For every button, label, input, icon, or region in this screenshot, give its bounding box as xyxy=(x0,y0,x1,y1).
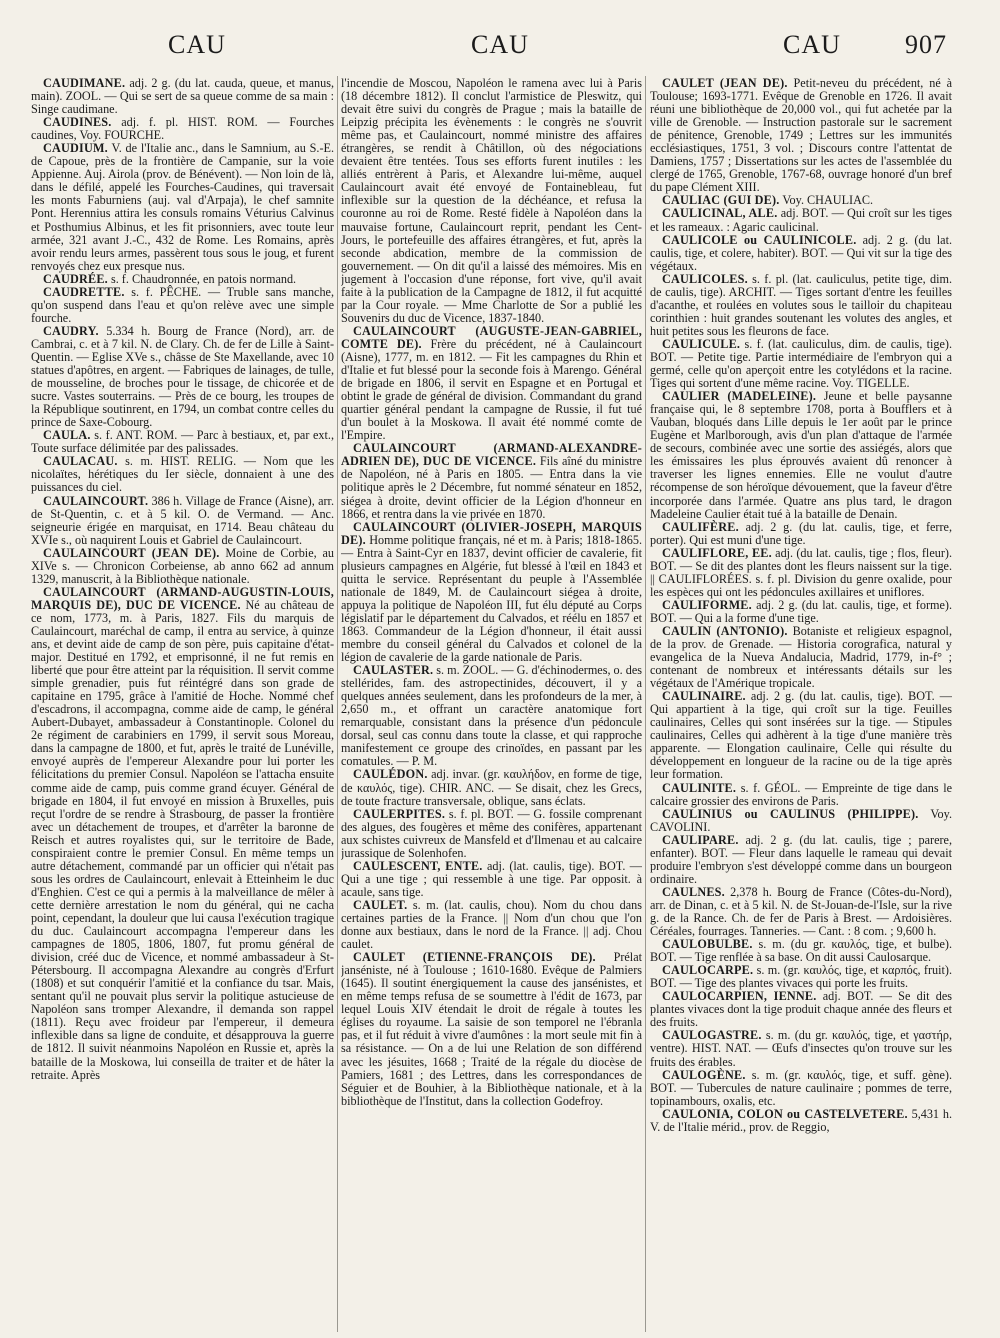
dictionary-entry xyxy=(31,116,334,142)
dictionary-entry xyxy=(341,808,642,860)
entry-headword: CAULAINCOURT. xyxy=(43,493,149,508)
entry-text: s. m. ZOOL. — G. d'échinodermes, o. des stellérides, fam. des astropectinides, découvert, il y a quelques années seulement, dans les profondeurs de la mer, à 2,650 m., et offrant un caractère anatomique fort remarquable, consistant dans la présence d'un pédoncule dorsal, seul cas connu dans toute la classe, et qui rapproche manifestement ce groupe des crinoïdes, en passant par les comatules. — P. M. xyxy=(341,663,642,769)
entry-headword: CAULONIA, COLON ou CASTELVETERE. xyxy=(662,1106,908,1121)
entry-text: Prélat janséniste, né à Toulouse ; 1610-1680. Evêque de Palmiers (1645). Il soutint énergiquement la cause des jansénistes, et en même temps refusa de se soumettre à l'édit de 1673, par lequel Louis XIV étendait le droit de régale à toutes les églises du royaume. La saisie de son temporel ne l'ébranla pas, et il fut réduit à vivre d'aumônes : la mort seule mit fin à sa résistance. — On a de lui une Relation de son différend avec les jésuites, 1668 ; Traité de la régale du diocèse de Pamiers, 1681 ; des Lettres, dans les correspondances de Séguier et de Bouhier, à la Bibliothèque nationale, et à la bibliothèque de l'Institut, dans la collection Godefroy. xyxy=(341,950,642,1108)
dictionary-entry xyxy=(341,325,642,442)
dictionary-entry xyxy=(650,1029,952,1068)
entry-text: adj. 2 g. (du lat. cauda, queue, et manus, main). ZOOL. — Qui se sert de sa queue comme de sa main : Singe caudimane. xyxy=(31,77,334,117)
dictionary-entry xyxy=(650,886,952,938)
entry-headword: CAULA. xyxy=(43,428,91,443)
dictionary-entry xyxy=(650,690,952,781)
entry-text: Né au château de ce nom, 1773, m. à Paris, 1827. Fils du marquis de Caulaincourt, maréchal de camp, il entra au service, à quinze ans, et devint aide de camp de son père, puis capitaine d'état-major. Destitué en 1792, et emprisonné, il ne fut remis en liberté que pour être atteint par la réquisition. Il servit comme simple grenadier, puis fut réintégré dans son grade de capitaine en 1795, grâce à l'amitié de Hoche. Nommé chef d'escadrons, il accompagna, comme aide de camp, le général Aubert-Dubayet, ambassadeur à Constantinople. Colonel du 2e régiment de carabiniers en 1799, il servit sous Moreau, dans la campagne de 1800, et fut, après le traité de Lunéville, envoyé auprès de l'empereur Alexandre pour lui porter les félicitations du premier Consul. Napoléon se l'attacha ensuite comme aide de camp, puis comme grand écuyer. Général de brigade en 1804, il fut envoyé en mission à Bruxelles, puis reçut l'ordre de se rendre à Strasbourg, de passer la frontière avec un détachement de troupes, et d'arrêter la baronne de Reisch et autres royalistes qui, sur le territoire de Bade, conspiraient contre le premier Consul. En même temps un autre détachement, commandé par un officier qui n'était pas sous les ordres de Caulaincourt, enlevait à Etteinheim le duc d'Enghien. C'est ce qui a permis à la malveillance de mêler à cette dernière arrestation le nom du général, qui ne cacha point, cependant, la douleur que lui causa l'exécution tragique du duc. Caulaincourt accompagna l'empereur dans les campagnes de 1805, 1806, 1807, fut promu général de division, créé duc de Vicence, et nommé ambassadeur à St-Pétersbourg. Il accompagna Alexandre au congrès d'Erfurt (1808) et sut conquérir l'amitié et la confiance du tsar. Mais, sentant qu'il ne pouvait plus servir la politique astucieuse de Napoléon sans tromper Alexandre, il demanda son rappel (1811). Reçu avec froideur par l'empereur, il demeura inflexible dans sa ligne de conduite, et désapprouva la guerre de 1812. Il suivit néanmoins Napoléon en Russie et, après la bataille de la Moskowa, lui conseilla de traiter et de hâter la retraite. Après xyxy=(31,597,334,1082)
dictionary-entry xyxy=(341,664,642,768)
entry-headword: CAULERPITES. xyxy=(353,806,446,821)
dictionary-entry xyxy=(31,547,334,586)
entry-headword: CAULET (ETIENNE-FRANÇOIS DE). xyxy=(353,950,596,965)
dictionary-entry xyxy=(31,325,334,429)
entry-headword: CAULOCARPE. xyxy=(662,963,754,978)
entry-headword: CAUDRY. xyxy=(43,323,99,338)
entry-headword: CAULAINCOURT (ARMAND-AUGUSTIN-LOUIS, MARQUIS DE), DUC DE VICENCE. xyxy=(31,584,334,612)
entry-text: adj. 2 g. (du lat. caulis, tige, et forme). BOT. — Qui a la forme d'une tige. xyxy=(650,597,952,625)
entry-text: adj. invar. (gr. καυλήδον, en forme de tige, de καυλός, tige). CHIR. ANC. — Se disait, chez les Grecs, de toute fracture transversale, oblique, sans éclats. xyxy=(341,767,642,808)
entry-text: s. m. HIST. RELIG. — Nom que les nicolaïtes, hérétiques du Ier siècle, donnaient à une des puissances du ciel. xyxy=(31,454,334,495)
entry-text: Petit-neveu du précédent, né à Toulouse; 1693-1771. Evêque de Grenoble en 1726. Il avait réuni une bibliothèque de 20,000 vol., qui fut achetée par la ville de Grenoble. — Instruction pastorale sur le sacrement de pénitence, Grenoble, 1749 ; Lettres sur les immunités ecclésiastiques, 1751, 3 vol. ; Discours contre l'attentat de Damiens, 1757 ; Dissertations sur les actes de l'assemblée du clergé de 1765, Grenoble, 1767-68, ouvrage honoré d'un bref du pape Clément XIII. xyxy=(650,77,952,195)
entry-text: Botaniste et religieux espagnol, de la prov. de Grenade. — Historia corografica, natural y evangelica de la Nueva Andalucia, Madrid, 1779, in-f° ; contenant de nombreux et intéressants détails sur les végétaux de l'Amérique tropicale. xyxy=(650,623,952,691)
column-middle xyxy=(341,77,642,1333)
entry-text: adj. (du lat. caulis, tige ; flos, fleur). BOT. — Se dit des plantes dont les fleurs naissent sur la tige. || CAULIFLORÉES. s. f. pl. Division du genre oxalide, pour les espèces qui ont les pédoncules axillaires et uniflores. xyxy=(650,545,952,599)
dictionary-entry xyxy=(650,834,952,886)
entry-headword: CAUDRETTE. xyxy=(43,284,125,299)
column-left xyxy=(31,77,334,1333)
dictionary-entry xyxy=(650,808,952,834)
dictionary-entry xyxy=(650,990,952,1029)
entry-text: adj. 2 g. (du lat. caulis, tige). BOT. — Qui appartient à la tige, qui croît sur la tige. Feuilles caulinaires, Celles qui sont insérées sur la tige. — Stipules caulinaires, Celles qui adhèrent à la tige d'une manière très apparente. — Elongation caulinaire, Celle qui résulte du développement en longueur de la racine ou de la tige après leur formation. xyxy=(650,689,952,782)
entry-text: s. f. ANT. ROM. — Parc à bestiaux, et, par ext., Toute surface délimitée par des palissades. xyxy=(31,428,334,456)
dictionary-entry xyxy=(650,521,952,547)
dictionary-entry xyxy=(650,625,952,690)
entry-text: 5,431 h. V. de l'Italie mérid., prov. de Reggio, xyxy=(650,1106,952,1134)
entry-headword: CAULACAU. xyxy=(43,454,118,469)
entry-text: s. m. (du gr. καυλός, tige, et bulbe). BOT. — Tige renflée à sa base. On dit aussi Caulosarque. xyxy=(650,937,952,965)
entry-headword: CAULAINCOURT (JEAN DE). xyxy=(43,545,220,560)
entry-text: s. m. (lat. caulis, chou). Nom du chou dans certaines parties de la France. || Nom d'un chou que l'on donne aux bestiaux, dans le nord de la France. || adj. Chou caulet. xyxy=(341,897,642,952)
entry-headword: CAULIN (ANTONIO). xyxy=(662,623,788,638)
entry-headword: CAULICULE. xyxy=(662,336,741,351)
entry-text: s. f. pl. BOT. — G. fossile comprenant des algues, des fougères et même des conifères, appartenant aux schistes cuivreux de Mansfeld et d'Ilmenau et au calcaire jurassique de Solenhofen. xyxy=(341,806,642,860)
entry-text: adj. f. pl. HIST. ROM. — Fourches caudines, Voy. FOURCHE. xyxy=(31,115,334,143)
dictionary-entry xyxy=(31,77,334,116)
dictionary-entry xyxy=(341,77,642,325)
entry-headword: CAULAINCOURT (OLIVIER-JOSEPH, MARQUIS DE). xyxy=(341,519,642,547)
entry-headword: CAULET (JEAN DE). xyxy=(662,77,788,90)
dictionary-entry xyxy=(650,338,952,390)
entry-text: Voy. CAVOLINI. xyxy=(650,806,952,834)
dictionary-entry xyxy=(31,286,334,325)
entry-headword: CAULOCARPIEN, IENNE. xyxy=(662,989,817,1004)
entry-text: s. m. (gr. καυλός, tige, et καρπός, fruit). BOT. — Tige des plantes vivaces qui porte les fruits. xyxy=(650,963,952,991)
entry-text: 2,378 h. Bourg de France (Côtes-du-Nord), arr. de Dinan, c. et à 5 kil. N. de St-Jouan-de-l'Isle, sur la rive g. de la Rance. Ch. de fer de Paris à Brest. — Ardoisières. Céréales, fourrages. Tanneries. — Cant. : 8 com. ; 9,600 h. xyxy=(650,884,952,939)
entry-headword: CAULIFLORE, EE. xyxy=(662,545,772,560)
entry-headword: CAUDRÉE. xyxy=(43,271,108,286)
entry-headword: CAULNES. xyxy=(662,884,725,899)
entry-headword: CAULINITE. xyxy=(662,780,737,795)
entry-headword: CAUDIMANE. xyxy=(43,77,126,90)
entry-text: s. f. Chaudronnée, en patois normand. xyxy=(110,271,297,286)
entry-text: 386 h. Village de France (Aisne), arr. de St-Quentin, c. et à 5 kil. O. de Vermand. — Anc. seigneurie érigée en marquisat, en 1714. Beau château du XVIe s., où naquirent Louis et Gabriel de Caulaincourt. xyxy=(31,493,334,547)
header-left: CAU xyxy=(168,30,226,59)
entry-text: Moine de Corbie, au XIVe s. — Chronicon Corbeiense, ab anno 662 ad annum 1329, manuscrit, à la Bibliothèque nationale. xyxy=(31,545,334,586)
entry-headword: CAUDINES. xyxy=(43,115,112,130)
entry-text: 5.334 h. Bourg de France (Nord), arr. de Cambrai, c. et à 7 kil. N. de Clary. Ch. de fer de Lille à Saint-Quentin. — Eglise XVe s., châsse de Ste Maxellande, avec 10 statues d'apôtres, en argent. — Fabriques de lainages, de tulle, de mousseline, de broches pour le tissage, de chicorée et de sucre. Vastes souterrains. — Près de ce bourg, les troupes de la République soutinrent, en 1794, un combat contre celles du prince de Saxe-Cobourg. xyxy=(31,323,334,430)
entry-text: Voy. CHAULIAC. xyxy=(782,193,874,208)
header-center: CAU xyxy=(471,30,529,59)
dictionary-entry xyxy=(650,547,952,599)
entry-text: adj. 2 g. (du lat. caulis, tige, et ferre, porter). Qui est muni d'une tige. xyxy=(650,519,952,547)
column-right xyxy=(650,77,952,1333)
entry-headword: CAULAINCOURT (AUGUSTE-JEAN-GABRIEL, COMTE DE). xyxy=(341,323,642,351)
dictionary-entry xyxy=(341,442,642,520)
header-right: CAU xyxy=(783,30,841,59)
entry-headword: CAULINAIRE. xyxy=(662,689,746,704)
dictionary-entry xyxy=(31,586,334,1082)
entry-headword: CAULIAC (GUI DE). xyxy=(662,193,780,208)
dictionary-entry xyxy=(31,429,334,455)
dictionary-entry xyxy=(341,521,642,665)
entry-text: adj. BOT. — Se dit des plantes vivaces dont la tige produit chaque année des fleurs et des fruits. xyxy=(650,989,952,1030)
entry-headword: CAULICOLE ou CAULINICOLE. xyxy=(662,232,857,247)
entry-text: V. de l'Italie anc., dans le Samnium, au S.-E. de Capoue, près de la frontière de Campanie, sur la voie Appienne. Auj. Airola (prov. de Bénévent). — Non loin de là, dans le défilé, appelé les Fourches-Caudines, qui traversait les monts Faburniens (auj. val d'Arpaja), le chef samnite Pont. Herennius attira les consuls romains Véturius Calvinus et Posthumius Albinus, et les fit prisonniers, avec toute leur armée, 321 avant J.-C., 432 de Rome. Les Romains, après avoir rendu leurs armes, passèrent tous sous le joug, et furent renvoyés chez eux presque nus. xyxy=(31,141,334,273)
running-header xyxy=(0,30,1000,74)
dictionary-entry xyxy=(650,1108,952,1134)
dictionary-entry xyxy=(650,938,952,964)
entry-text: adj. 2 g. (du lat. caulis, tige, et colere, habiter). BOT. — Qui vit sur la tige des végétaux. xyxy=(650,232,952,273)
dictionary-entry xyxy=(31,142,334,272)
entry-text: s. f. pl. (lat. cauliculus, petite tige, dim. de caulis, tige). ARCHIT. — Tiges sortant d'entre les feuilles d'acanthe, et roulées en volutes sous le tailloir du chapiteau corinthien : huit grandes soutenant les volutes des angles, et huit petites sous les fleurons de face. xyxy=(650,271,952,338)
entry-text: s. m. (gr. καυλός, tige, et suff. gène). BOT. — Tubercules de nature caulinaire ; pommes de terre, topinambours, oxalis, etc. xyxy=(650,1067,952,1108)
dictionary-entry xyxy=(341,768,642,807)
dictionary-entry xyxy=(650,1069,952,1108)
entry-text: s. f. PÊCHE. — Truble sans manche, qu'on suspend dans l'eau et qu'on relève avec une simple fourche. xyxy=(31,284,334,325)
entry-text: s. f. (lat. cauliculus, dim. de caulis, tige). BOT. — Petite tige. Partie intermédiaire de l'embryon qui a germé, celle qu'on aperçoit entre les cotylédons et la racine. Tiges qui sortent d'une même racine. Voy. TIGELLE. xyxy=(650,336,952,391)
entry-text: adj. (lat. caulis, tige). BOT. — Qui a une tige ; qui ressemble à une tige. Par opposit. à acaule, sans tige. xyxy=(341,858,642,899)
entry-headword: CAULIFÈRE. xyxy=(662,519,739,534)
entry-text: l'incendie de Moscou, Napoléon le ramena avec lui à Paris (18 décembre 1812). Il conclut l'armistice de Pleswitz, qui devait être suivi du congrès de Prague ; mais la bataille de Leipzig précipita les évènements : le congrès ne s'ouvrit même pas, et Caulaincourt, nommé ministre des affaires étrangères, se rendit à Châtillon, où des négociations devaient être tentées. Tous ses efforts furent inutiles : les alliés entrèrent à Paris, et Alexandre lui-même, auquel Caulaincourt avait été envoyé de Fontainebleau, fut inflexible sur la question de la déchéance, et refusa la couronne au roi de Rome. Resté fidèle à Napoléon dans la mauvaise fortune, Caulaincourt reprit, pendant les Cent-Jours, le portefeuille des affaires étrangères, et fut, après la seconde abdication, membre de la commission de gouvernement. — On dit qu'il a laissé des mémoires. Mis en jugement à l'occasion d'une réponse, fort vive, qu'il avait faite à la publication de la Campagne de 1812, il fut acquitté par la Cour royale. — Mme Charlotte de Sor a publié les Souvenirs du duc de Vicence, 1837-1840. xyxy=(341,77,642,325)
page-number: 907 xyxy=(905,30,947,59)
dictionary-entry xyxy=(31,495,334,547)
entry-text: adj. BOT. — Qui croît sur les tiges et les rameaux. : Agaric caulicinal. xyxy=(650,206,952,234)
entry-headword: CAULAINCOURT (ARMAND-ALEXANDRE-ADRIEN DE), DUC DE VICENCE. xyxy=(341,441,642,469)
entry-headword: CAULOBULBE. xyxy=(662,937,753,952)
column-divider xyxy=(337,76,338,1332)
entry-headword: CAULIPARE. xyxy=(662,832,739,847)
entry-headword: CAULIFORME. xyxy=(662,597,752,612)
entry-headword: CAULESCENT, ENTE. xyxy=(353,858,483,873)
column-divider xyxy=(645,76,646,1332)
entry-headword: CAULET. xyxy=(353,897,408,912)
entry-text: Homme politique français, né et m. à Paris; 1818-1865. — Entra à Saint-Cyr en 1837, devint officier de cavalerie, fit plusieurs campagnes en Algérie, fut blessé à l'œil en 1843 et quitta le service. Représentant du peuple à l'Assemblée nationale de 1849, M. de Caulaincourt siégea à droite, appuya la politique de Napoléon III, fut élu député au Corps législatif par le département du Calvados, et réélu en 1857 et 1863. Commandeur de la Légion d'honneur, il était aussi membre du conseil général du Calvados et colonel de la légion de cavalerie de la garde nationale de Paris. xyxy=(341,532,642,665)
dictionary-entry xyxy=(31,455,334,494)
dictionary-entry xyxy=(650,234,952,273)
entry-headword: CAULOGASTRE. xyxy=(662,1028,762,1043)
dictionary-entry xyxy=(650,390,952,520)
dictionary-entry xyxy=(341,899,642,951)
entry-headword: CAULINIUS ou CAULINUS (PHILIPPE). xyxy=(662,806,919,821)
dictionary-entry xyxy=(650,207,952,233)
entry-headword: CAUDIUM. xyxy=(43,141,108,156)
entry-headword: CAULICINAL, ALE. xyxy=(662,206,778,221)
entry-text: s. f. GÉOL. — Empreinte de tige dans le calcaire grossier des environs de Paris. xyxy=(650,780,952,808)
dictionary-entry xyxy=(650,782,952,808)
dictionary-entry xyxy=(341,951,642,1108)
entry-headword: CAULIER (MADELEINE). xyxy=(662,389,817,404)
entry-text: Jeune et belle paysanne française qui, le 8 septembre 1708, porta à Boufflers et à Vauban, bloqués dans Lille depuis le 1er août par le prince Eugène et Marlborough, avis d'un plan d'attaque de l'armée de secours, combinée avec une sortie des assiégés, alors que les émissaires les plus éprouvés avaient dû renoncer à traverser les lignes ennemies. Elle ne voulut d'autre récompense de son héroïque dévouement, que la faveur d'être incorporée dans l'armée. Quatre ans plus tard, le dragon Madeleine Caulier était tué à la bataille de Denain. xyxy=(650,389,952,521)
dictionary-entry xyxy=(341,860,642,899)
entry-headword: CAULOGÈNE. xyxy=(662,1067,746,1082)
entry-text: adj. 2 g. (du lat. caulis, tige ; parere, enfanter). BOT. — Fleur dans laquelle le rameau qui devait produire l'embryon s'est développé comme dans un bourgeon ordinaire. xyxy=(650,832,952,886)
dictionary-entry xyxy=(650,964,952,990)
dictionary-entry xyxy=(650,77,952,194)
entry-text: Frère du précédent, né à Caulaincourt (Aisne), 1777, m. en 1812. — Fit les campagnes du Rhin et d'Italie et fut blessé pour la seconde fois à Marengo. Général de brigade en 1806, il servit en Espagne et en Portugal et obtint le grade de général de division. Commandant du grand quartier général pendant la campagne de Russie, il fut tué d'un boulet à la Moskowa. Il avait été nommé comte de l'Empire. xyxy=(341,336,642,443)
entry-headword: CAULICOLES. xyxy=(662,271,748,286)
entry-headword: CAULÉDON. xyxy=(353,767,428,782)
entry-text: s. m. (du gr. καυλός, tige, et γαστήρ, ventre). HIST. NAT. — Œufs d'insectes qu'on trouve sur les fruits des érables. xyxy=(650,1028,952,1069)
entry-text: Fils aîné du ministre de Napoléon, né à Paris en 1805. — Entra dans la vie politique après le 2 Décembre, fut nommé sénateur en 1852, siégea à droite, devint officier de la Légion d'honneur en 1866, et rentra dans la vie privée en 1870. xyxy=(341,454,642,521)
dictionary-entry xyxy=(650,599,952,625)
dictionary-entry xyxy=(650,273,952,338)
entry-headword: CAULASTER. xyxy=(353,663,434,678)
